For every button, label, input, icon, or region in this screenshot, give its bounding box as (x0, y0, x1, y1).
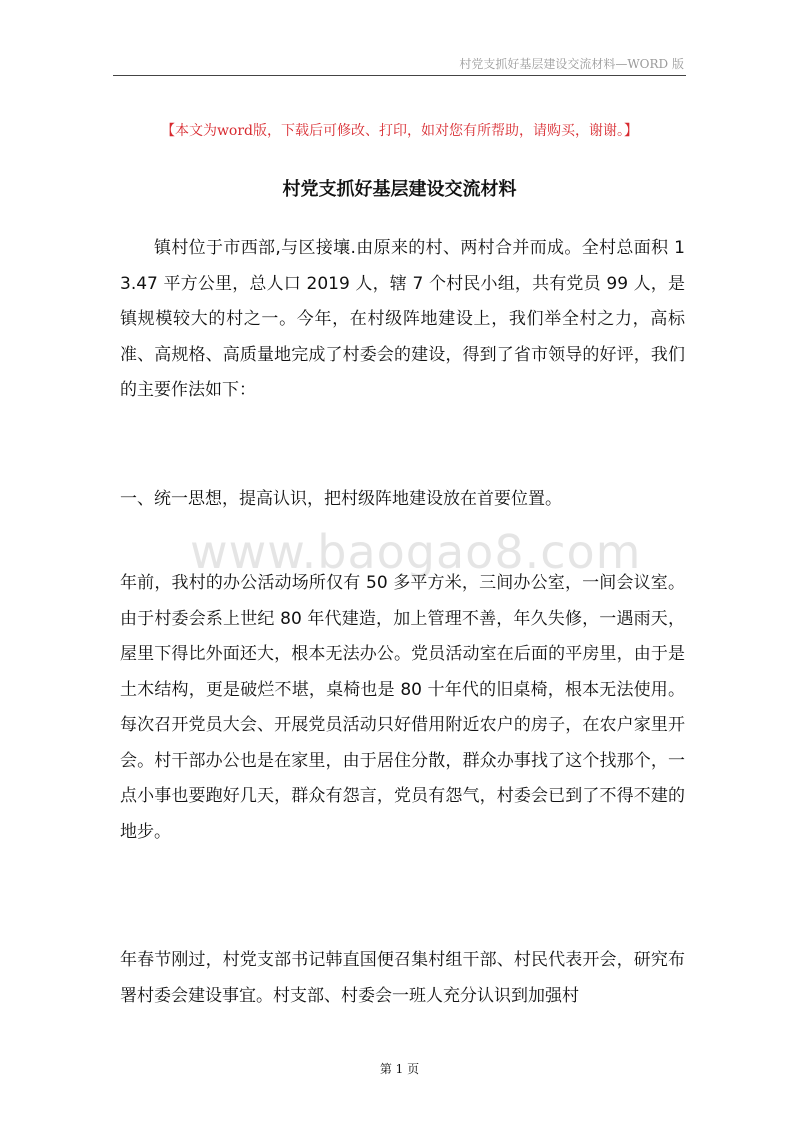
body-paragraph-intro: 镇村位于市西部,与区接壤.由原来的村、两村合并而成。全村总面积 13.47 平方公里，总人口 2019 人，辖 7 个村民小组，共有党员 99 人，是镇规模较大的村之一。今年，在村级阵地建设上，我们举全村之力，高标准、高规格、高质量地完成了村委会的建设，得到了省市领导的好评，我们的主要作法如下： (120, 238, 685, 400)
body-paragraph-2: 年前，我村的办公活动场所仅有 50 多平方米，三间办公室，一间会议室。由于村委会系上世纪 80 年代建造，加上管理不善，年久失修，一遇雨天，屋里下得比外面还大，根本无法办公。党员活动室在后面的平房里，由于是土木结构，更是破烂不堪，桌椅也是 80 十年代的旧桌椅，根本无法使用。每次召开党员大会、开展党员活动只好借用附近农户的房子，在农户家里开会。村干部办公也是在家里，由于居住分散，群众办事找了这个找那个，一点小事也要跑好几天，群众有怨言，党员有怨气，村委会已到了不得不建的地步。 (120, 573, 685, 842)
watermark-text: www.baogao8.com (190, 525, 642, 579)
purchase-notice: 【本文为word版，下载后可修改、打印，如对您有所帮助，请购买，谢谢。】 (160, 123, 639, 139)
page-number: 第 1 页 (379, 1062, 420, 1076)
running-header-title: 村党支抓好基层建设交流材料—WORD 版 (459, 57, 684, 71)
header-divider (113, 75, 686, 76)
section-heading-1: 一、统一思想，提高认识，把村级阵地建设放在首要位置。 (120, 489, 562, 509)
body-paragraph-3: 年春节刚过，村党支部书记韩直国便召集村组干部、村民代表开会，研究布署村委会建设事宜。村支部、村委会一班人充分认识到加强村 (120, 950, 685, 1006)
document-title: 村党支抓好基层建设交流材料 (282, 179, 517, 200)
